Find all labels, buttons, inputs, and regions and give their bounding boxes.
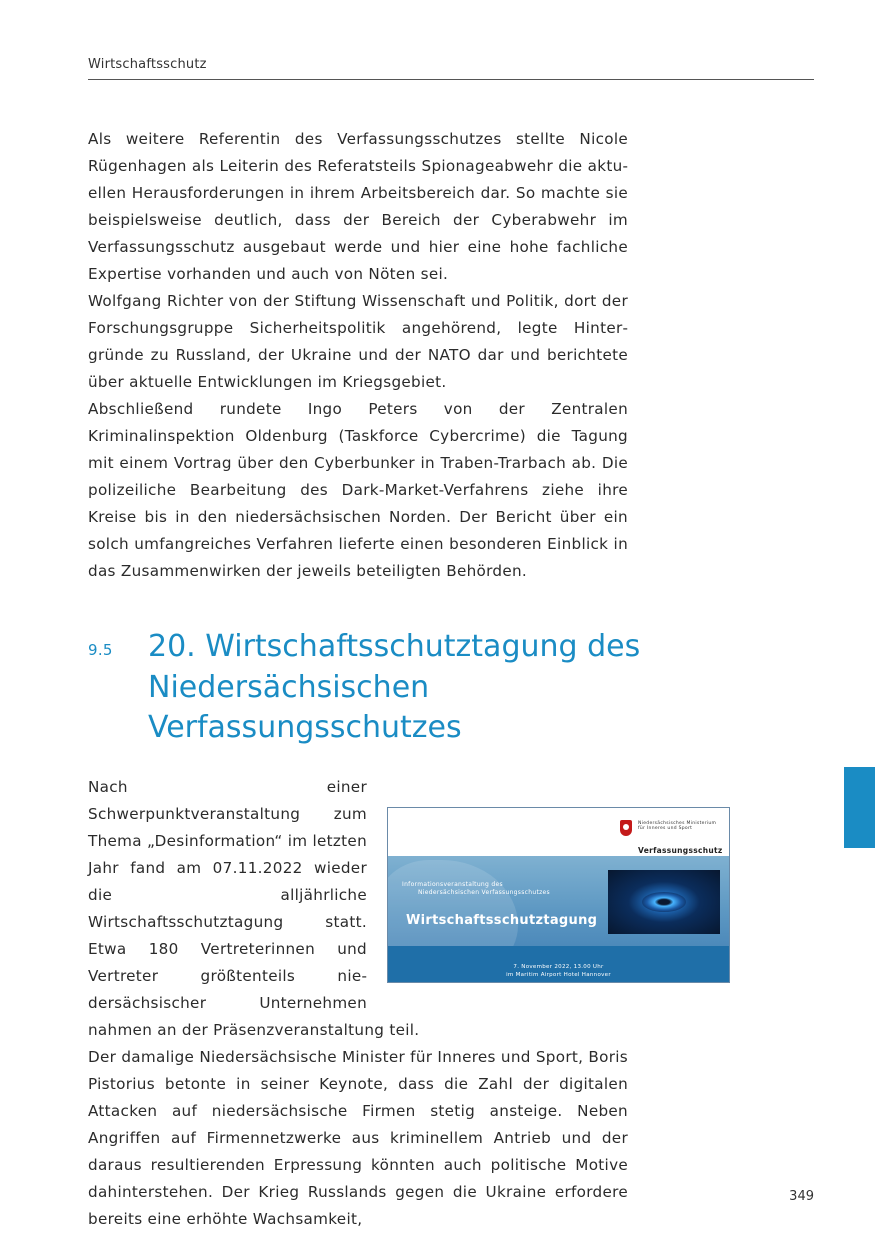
flyer-date-band	[388, 946, 729, 982]
flyer-venue: im Maritim Airport Hotel Hannover	[506, 972, 611, 978]
agency-name: Verfassungsschutz	[638, 846, 723, 855]
ministry-name: Niedersächsisches Ministerium für Inneres und Sport	[638, 821, 717, 831]
event-flyer	[387, 807, 730, 983]
paragraph: Nach einer Schwerpunktveranstaltung zum Thema „Desinformation“ im letzten Jahr fand am 07.11.2022 wieder die alljährliche Wirtschaftsschutztagung statt. Etwa 180 Vertreterinnen und Vertreter größtenteils niedersächsischer Unternehmen nahmen an der Präsenzveranstaltung teil.	[88, 778, 420, 1039]
paragraph: Wolfgang Richter von der Stiftung Wissenschaft und Politik, dort der Forschungsgruppe Sicherheitspolitik angehörend, legte Hintergründe zu Russland, der Ukraine und der NATO dar und berichtete über aktuelle Entwicklungen im Kriegsgebiet.	[88, 292, 628, 391]
body-text	[88, 126, 628, 585]
eye-photo	[608, 870, 720, 934]
event-flyer-figure	[387, 807, 730, 983]
page-number: 349	[789, 1189, 814, 1204]
flyer-subtitle-line2: Niedersächsischen Verfassungsschutzes	[418, 889, 550, 896]
paragraph: Der damalige Niedersächsische Minister für Inneres und Sport, Boris Pistorius betonte in seiner Keynote, dass die Zahl der digitalen Attacken auf niedersächsische Firmen stetig ansteige. Neben Angriffen auf Firmennetzwerke aus kriminellem Antrieb und der daraus resultierenden Erpressung könnten auch politische Motive dahinterstehen. Der Krieg Russlands gegen die Ukraine erfordere bereits eine erhöhte Wachsamkeit,	[88, 1048, 628, 1228]
flyer-title: Wirtschaftsschutztagung	[406, 913, 598, 928]
paragraph: Abschließend rundete Ingo Peters von der Zentralen Kriminalinspektion Oldenburg (Taskforce Cybercrime) die Tagung mit einem Vortrag über den Cyberbunker in Traben-Trarbach ab. Die polizeiliche Bearbeitung des Dark-Market-Verfahrens ziehe ihre Kreise bis in den niedersächsischen Norden. Der Bericht über ein solch umfangreiches Verfahren lieferte einen besonderen Einblick in das Zusammenwirken der jeweils beteiligten Behörden.	[88, 400, 628, 580]
section-title: 20. Wirtschaftsschutztagung des Niedersächsischen Verfassungsschutzes	[148, 629, 641, 745]
running-header: Wirtschaftsschutz	[88, 57, 207, 72]
eye-icon	[642, 892, 686, 912]
flyer-banner	[388, 856, 729, 982]
section-number: 9.5	[88, 641, 113, 659]
coat-of-arms-icon	[620, 820, 632, 836]
flyer-date: 7. November 2022, 13.00 Uhr	[513, 964, 604, 970]
header-divider	[88, 79, 814, 80]
flyer-subtitle-line1: Informationsveranstaltung des	[402, 881, 503, 888]
section-body	[88, 774, 723, 1233]
flyer-header	[388, 808, 729, 856]
paragraph: Als weitere Referentin des Verfassungsschutzes stellte Nicole Rügenhagen als Leiterin des Referatsteils Spionageabwehr die aktuellen Herausforderungen in ihrem Arbeitsbereich dar. So machte sie beispielsweise deutlich, dass der Bereich der Cyberabwehr im Verfassungsschutz ausgebaut werde und hier eine hohe fachliche Expertise vorhanden und auch von Nöten sei.	[88, 130, 628, 283]
chapter-side-tab	[844, 767, 875, 848]
